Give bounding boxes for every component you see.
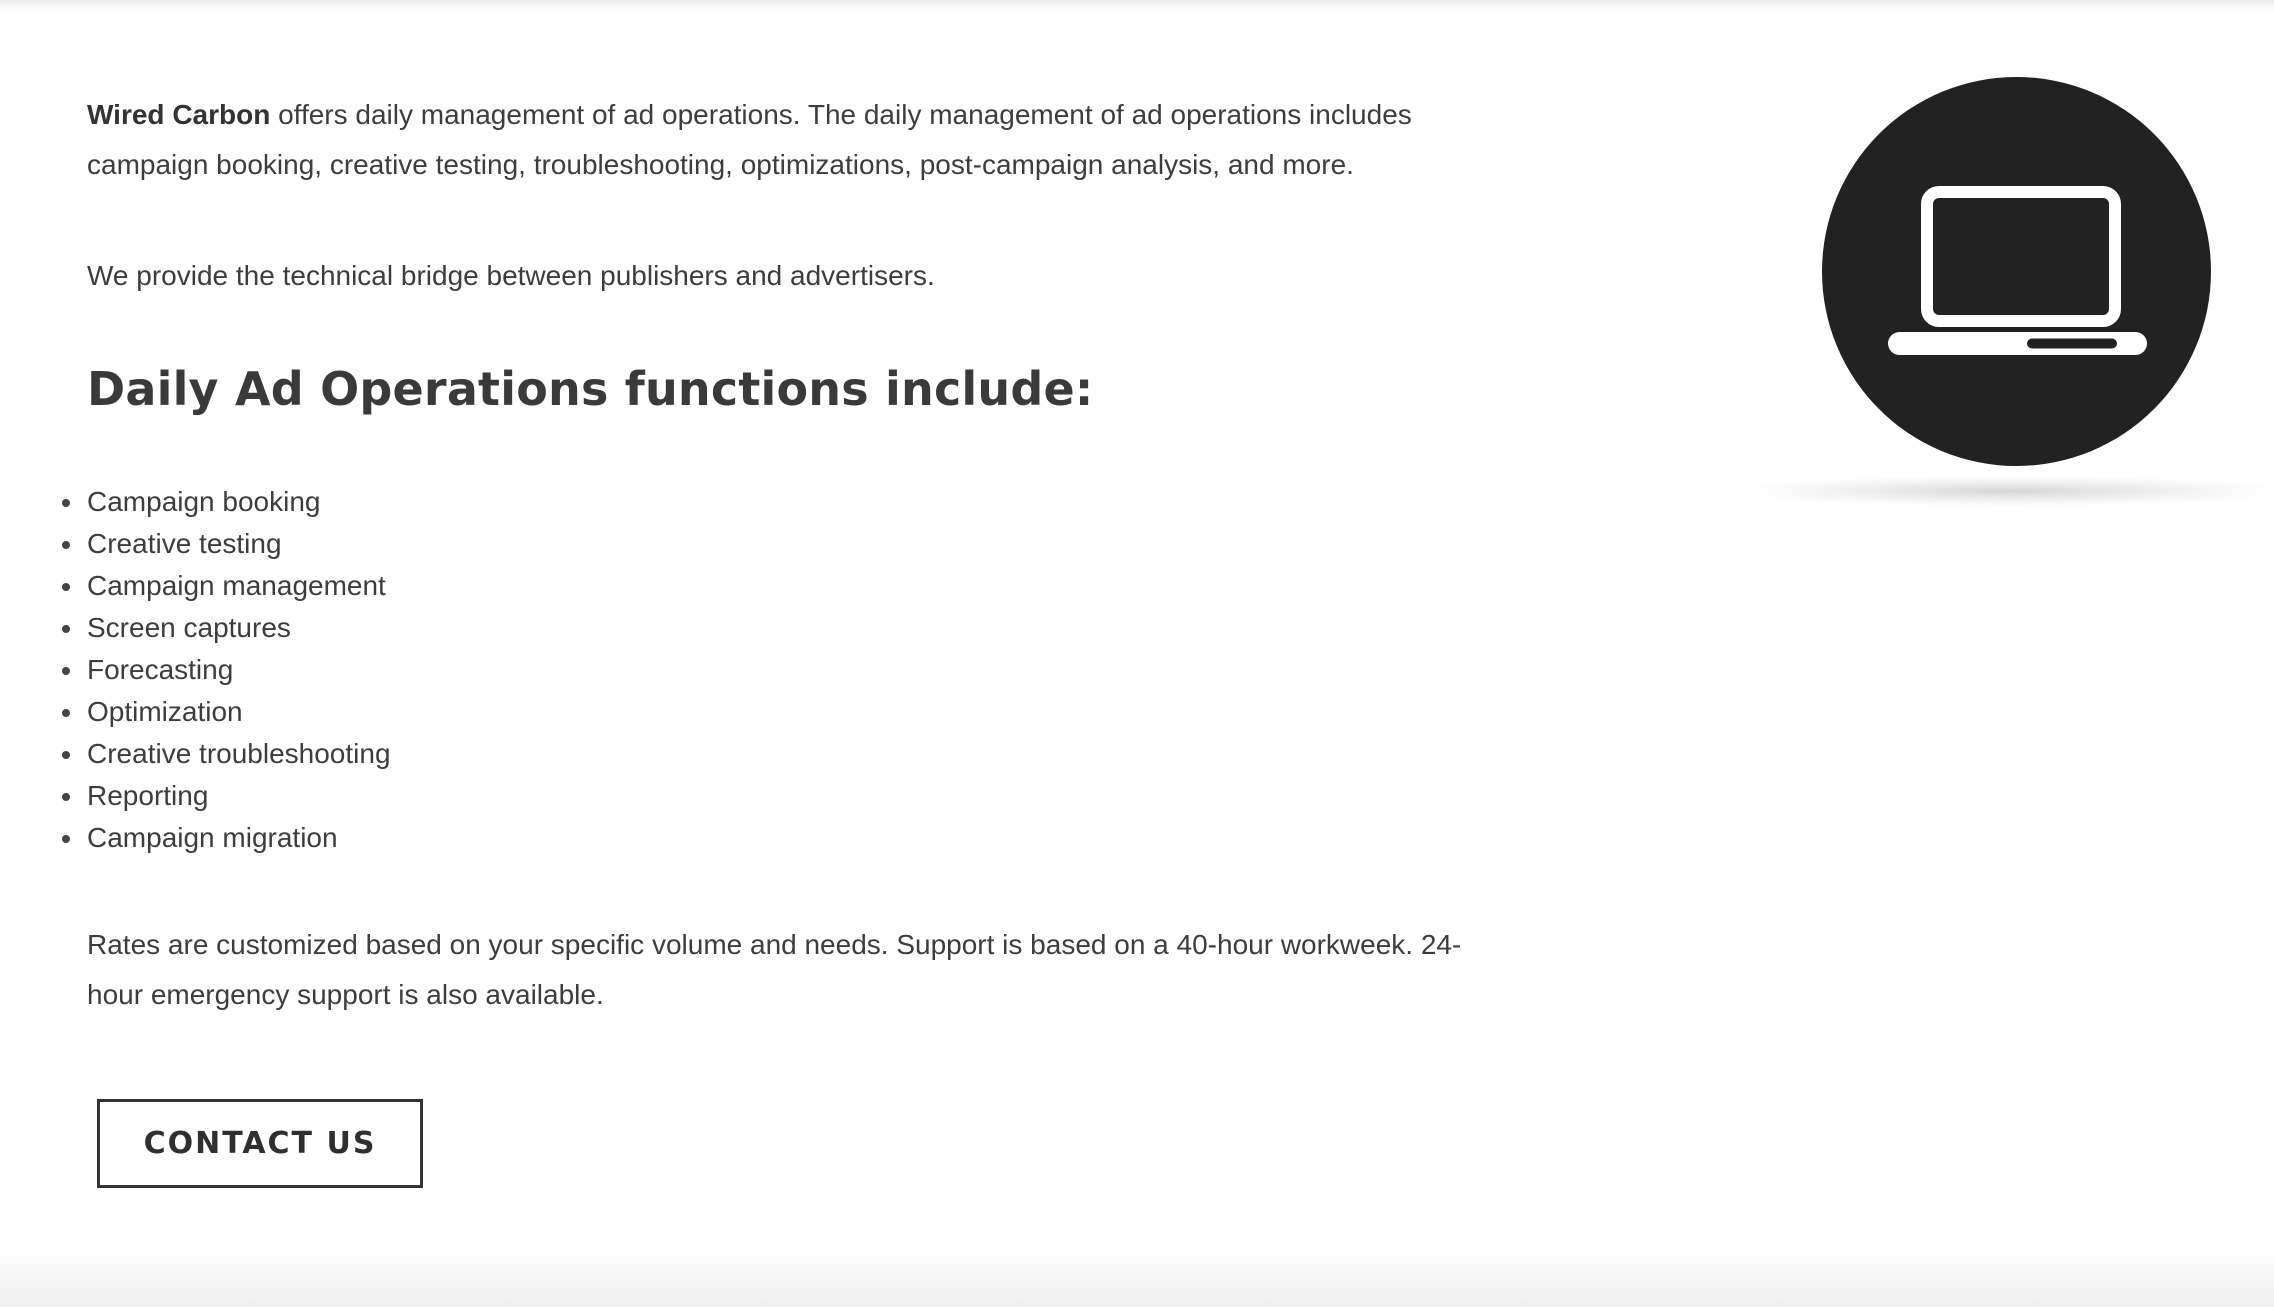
- list-item: [87, 607, 1517, 649]
- laptop-icon: [1822, 77, 2211, 466]
- main-content: [87, 90, 1517, 1020]
- laptop-icon-graphic: [1822, 77, 2211, 466]
- bullet-icon: [62, 667, 70, 675]
- bottom-edge-shadow: [0, 1240, 2274, 1307]
- list-item-label: Screen captures: [87, 612, 291, 643]
- section-title: Daily Ad Operations functions include:: [87, 362, 1094, 416]
- list-item: [87, 817, 1517, 859]
- intro-text: offers daily management of ad operations. The daily management of ad operations includes campaign booking, creative testing, troubleshooting, optimizations, post-campaign analysis, and more.: [87, 99, 1412, 180]
- bullet-icon: [62, 709, 70, 717]
- bullet-icon: [62, 793, 70, 801]
- rates-paragraph: Rates are customized based on your specific volume and needs. Support is based on a 40-hour workweek. 24-hour emergency support is also available.: [87, 929, 1462, 1010]
- bullet-icon: [62, 751, 70, 759]
- contact-us-button[interactable]: CONTACT US: [97, 1099, 423, 1188]
- intro-paragraph: [87, 90, 1517, 190]
- list-item-label: Optimization: [87, 696, 243, 727]
- list-item-label: Reporting: [87, 780, 209, 811]
- list-item: [87, 691, 1517, 733]
- bullet-icon: [62, 499, 70, 507]
- bullet-icon: [62, 835, 70, 843]
- list-item: [87, 523, 1517, 565]
- list-item: [87, 733, 1517, 775]
- bullet-icon: [62, 625, 70, 633]
- list-item-label: Creative testing: [87, 528, 282, 559]
- icon-circle-background: [1822, 77, 2211, 466]
- top-edge-shadow: [0, 0, 2274, 10]
- bullet-icon: [62, 541, 70, 549]
- icon-shadow: [1740, 476, 2274, 506]
- list-item-label: Campaign management: [87, 570, 386, 601]
- bridge-paragraph: We provide the technical bridge between publishers and advertisers.: [87, 260, 935, 291]
- brand-name: Wired Carbon: [87, 99, 271, 130]
- list-item: [87, 649, 1517, 691]
- list-item: [87, 775, 1517, 817]
- list-item-label: Forecasting: [87, 654, 234, 685]
- list-item-label: Campaign migration: [87, 822, 338, 853]
- list-item-label: Campaign booking: [87, 486, 321, 517]
- laptop-trackpad-slot: [2027, 339, 2117, 349]
- functions-list: [87, 481, 1517, 859]
- list-item: [87, 565, 1517, 607]
- list-item-label: Creative troubleshooting: [87, 738, 391, 769]
- list-item: [87, 481, 1517, 523]
- bullet-icon: [62, 583, 70, 591]
